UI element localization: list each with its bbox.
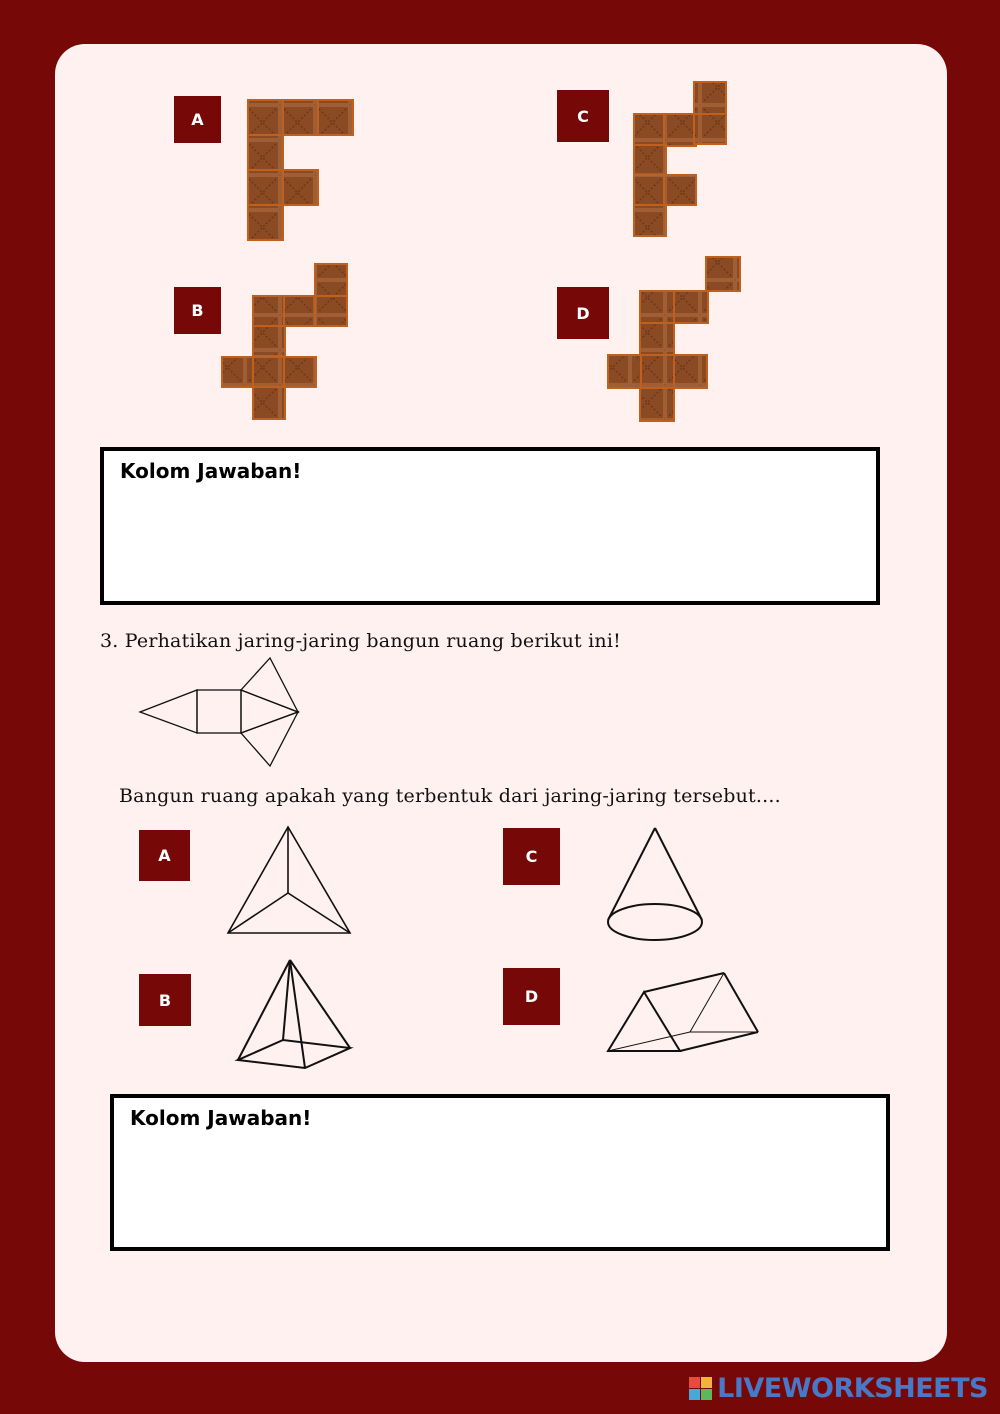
cone-shape [608,828,702,940]
triangular-prism-shape [608,973,758,1051]
answer-box-title: Kolom Jawaban! [130,1106,312,1130]
option-letter: C [577,106,589,126]
liveworksheets-logo-icon [689,1377,713,1401]
triangular-pyramid-shape [228,827,350,933]
square-pyramid-shape [238,960,350,1068]
option-letter: A [158,846,171,865]
option-letter: C [525,847,538,866]
option-letter: D [576,303,590,323]
question-3-text: Bangun ruang apakah yang terbentuk dari jaring-jaring tersebut.... [119,785,781,807]
liveworksheets-brand [689,1373,988,1404]
option-letter: B [191,301,204,320]
answer-box-question-3[interactable] [110,1094,890,1251]
option-letter: A [191,110,204,129]
option-letter: D [524,987,539,1006]
option-letter: B [158,990,172,1010]
question-3-prompt: 3. Perhatikan jaring-jaring bangun ruang berikut ini! [100,630,621,652]
answer-box-title: Kolom Jawaban! [120,459,302,483]
brand-name: LIVEWORKSHEETS [717,1373,988,1404]
